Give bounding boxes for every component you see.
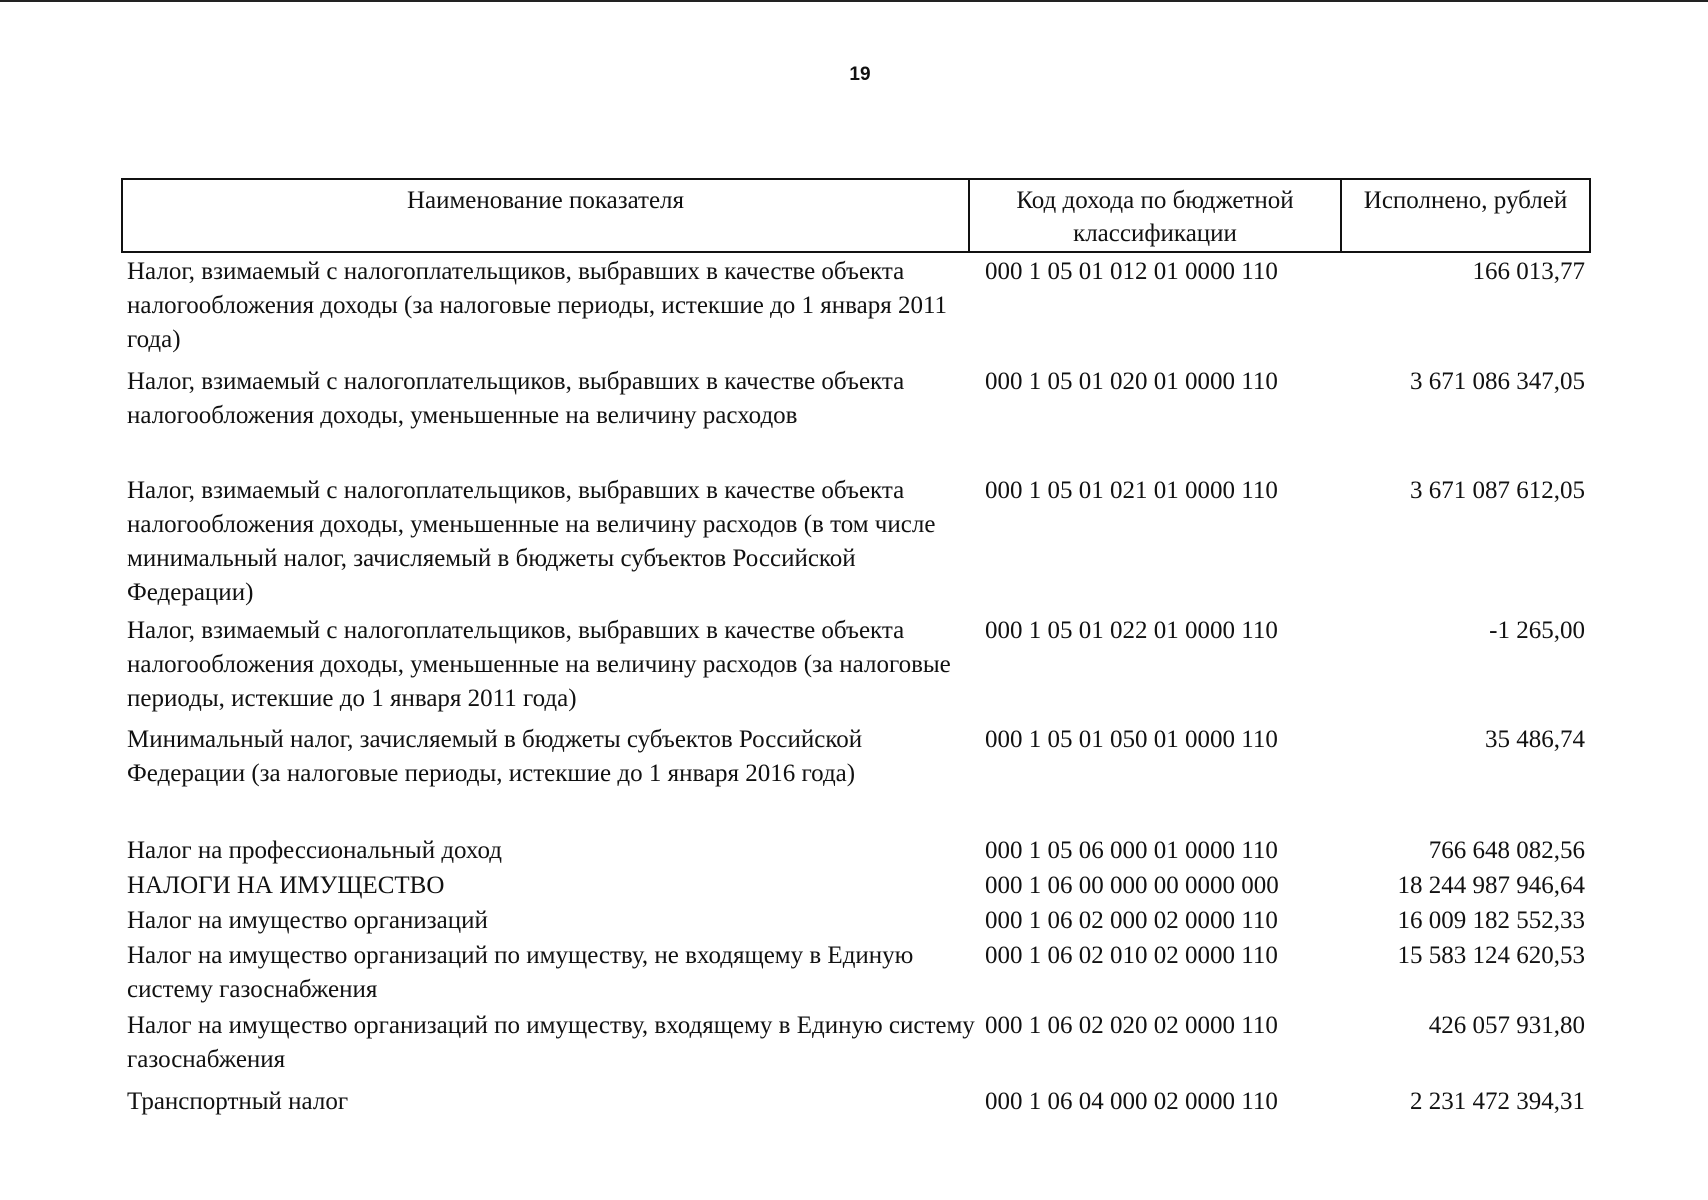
table-row bbox=[121, 1009, 1591, 1077]
row-income-code: 000 1 06 04 000 02 0000 110 bbox=[985, 1088, 1278, 1115]
header-executed-rubles: Исполнено, рублей bbox=[1363, 187, 1568, 214]
row-indicator-name: Транспортный налог bbox=[127, 1088, 349, 1115]
row-indicator-name: Налог, взимаемый с налогоплательщиков, выбравших в качестве объекта налогообложения доходы, уменьшенные на величину расходов (за налоговые периоды, истекшие до 1 января 2011 года) bbox=[127, 617, 951, 712]
row-income-code: 000 1 05 01 022 01 0000 110 bbox=[985, 617, 1278, 644]
header-income-code: Код дохода по бюджетной классификации bbox=[970, 180, 1342, 251]
row-executed-value: 3 671 087 612,05 bbox=[1410, 477, 1585, 504]
table-row bbox=[121, 869, 1591, 903]
row-income-code: 000 1 05 06 000 01 0000 110 bbox=[985, 837, 1278, 864]
row-indicator-name: Налог на имущество организаций по имуществу, входящему в Единую систему газоснабжения bbox=[127, 1012, 975, 1073]
row-executed-value: 766 648 082,56 bbox=[1428, 837, 1585, 864]
row-indicator-name: НАЛОГИ НА ИМУЩЕСТВО bbox=[127, 872, 445, 899]
table-row bbox=[121, 904, 1591, 938]
row-income-code: 000 1 06 02 010 02 0000 110 bbox=[985, 942, 1278, 969]
table-row bbox=[121, 939, 1591, 1007]
row-executed-value: 3 671 086 347,05 bbox=[1410, 368, 1585, 395]
top-rule bbox=[0, 0, 1708, 2]
row-executed-value: 2 231 472 394,31 bbox=[1410, 1088, 1585, 1115]
row-indicator-name: Налог на имущество организаций по имуществу, не входящему в Единую систему газоснабжения bbox=[127, 942, 914, 1003]
row-income-code: 000 1 06 02 000 02 0000 110 bbox=[985, 907, 1278, 934]
row-executed-value: 426 057 931,80 bbox=[1428, 1012, 1585, 1039]
table-row bbox=[121, 474, 1591, 610]
row-income-code: 000 1 05 01 021 01 0000 110 bbox=[985, 477, 1278, 504]
row-indicator-name: Налог на профессиональный доход bbox=[127, 837, 502, 864]
row-indicator-name: Минимальный налог, зачисляемый в бюджеты субъектов Российской Федерации (за налоговые периоды, истекшие до 1 января 2016 года) bbox=[127, 726, 863, 787]
row-income-code: 000 1 06 00 000 00 0000 000 bbox=[985, 872, 1279, 899]
row-executed-value: 16 009 182 552,33 bbox=[1397, 907, 1585, 934]
table-row bbox=[121, 834, 1591, 868]
row-income-code: 000 1 06 02 020 02 0000 110 bbox=[985, 1012, 1278, 1039]
row-executed-value: 35 486,74 bbox=[1485, 726, 1585, 753]
row-income-code: 000 1 05 01 020 01 0000 110 bbox=[985, 368, 1278, 395]
table-header bbox=[121, 178, 1591, 253]
row-executed-value: 18 244 987 946,64 bbox=[1397, 872, 1585, 899]
row-income-code: 000 1 05 01 012 01 0000 110 bbox=[985, 258, 1278, 285]
row-indicator-name: Налог, взимаемый с налогоплательщиков, выбравших в качестве объекта налогообложения доходы, уменьшенные на величину расходов bbox=[127, 368, 905, 429]
page-number: 19 bbox=[849, 64, 871, 85]
row-indicator-name: Налог на имущество организаций bbox=[127, 907, 488, 934]
table-row bbox=[121, 365, 1591, 433]
row-executed-value: 166 013,77 bbox=[1472, 258, 1585, 285]
row-income-code: 000 1 05 01 050 01 0000 110 bbox=[985, 726, 1278, 753]
row-indicator-name: Налог, взимаемый с налогоплательщиков, выбравших в качестве объекта налогообложения доходы (за налоговые периоды, истекшие до 1 января 2011 года) bbox=[127, 258, 948, 353]
table-row bbox=[121, 614, 1591, 716]
table-row bbox=[121, 723, 1591, 791]
table-row bbox=[121, 255, 1591, 357]
row-executed-value: -1 265,00 bbox=[1489, 617, 1585, 644]
table-row bbox=[121, 1085, 1591, 1119]
row-indicator-name: Налог, взимаемый с налогоплательщиков, выбравших в качестве объекта налогообложения доходы, уменьшенные на величину расходов (в том числе минимальный налог, зачисляемый в бюджеты субъектов Российской Федерации) bbox=[127, 477, 936, 606]
row-executed-value: 15 583 124 620,53 bbox=[1397, 942, 1585, 969]
header-indicator-name: Наименование показателя bbox=[123, 180, 970, 251]
